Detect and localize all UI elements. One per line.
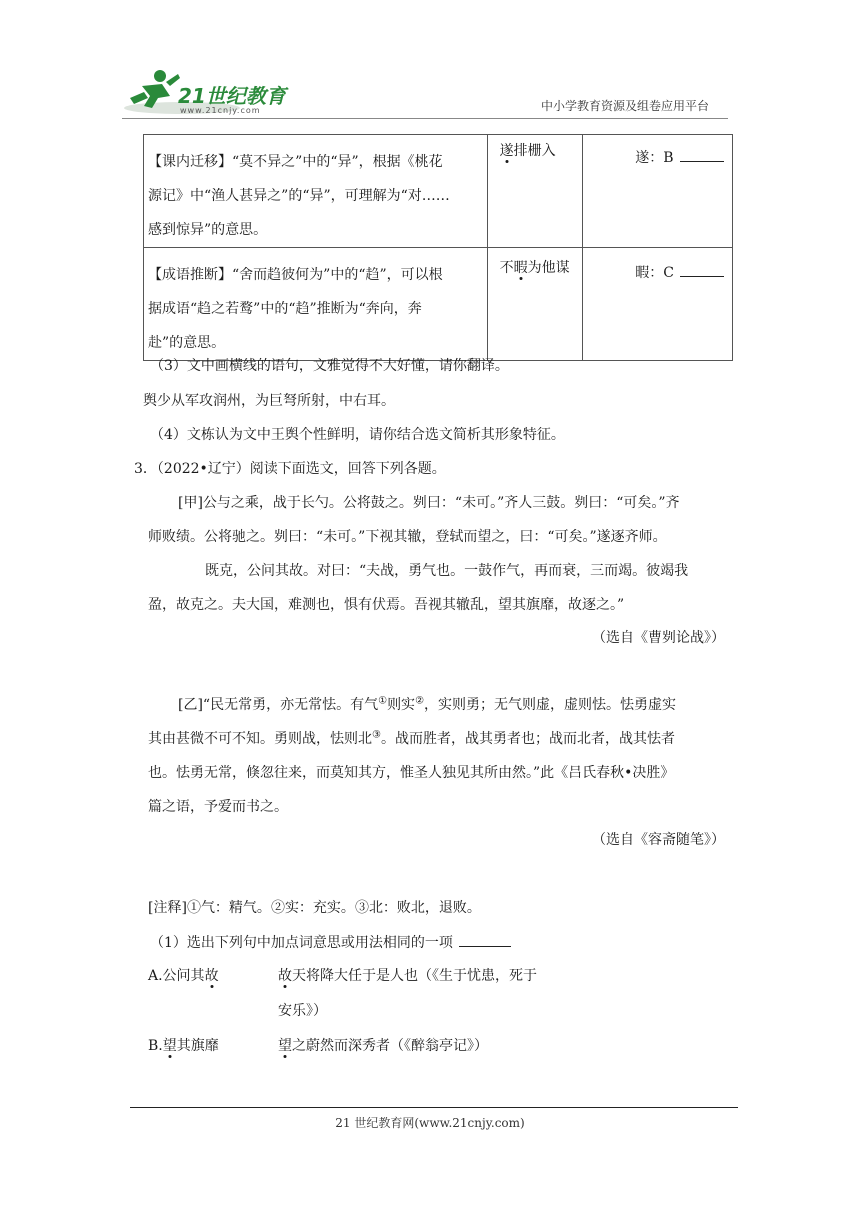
- footer-text[interactable]: 21 世纪教育网(www.21cnjy.com): [335, 1116, 525, 1130]
- option-text: A.公问其: [148, 968, 205, 984]
- option-a-text: [278, 965, 537, 985]
- table-row: [144, 135, 733, 248]
- table-row: [144, 248, 733, 361]
- answer-cell: [583, 248, 733, 361]
- answer-blank[interactable]: [680, 149, 724, 162]
- passage-yi-source: （选自《容斋随笔》）: [592, 832, 725, 848]
- passage-jia-source: （选自《曹刿论战》）: [592, 630, 725, 646]
- option-text: 之蔚然而深秀者（《醉翁亭记》）: [292, 1038, 488, 1054]
- note-number: ①: [186, 900, 201, 916]
- passage-text: 。战而胜者，战其勇者也；战而北者，战其怯者: [380, 731, 675, 747]
- option-a-label: [148, 965, 219, 985]
- option-b-text: [278, 1035, 488, 1055]
- footer-divider: [130, 1107, 738, 1108]
- phrase-cell: [487, 248, 583, 361]
- dotted-char: 故: [204, 968, 219, 984]
- passage-text: [乙]“民无常勇，亦无常怯。有气: [178, 697, 379, 713]
- method-text: 赴”的意思。: [148, 335, 226, 351]
- method-text: 感到惊异”的意思。: [148, 222, 268, 238]
- note-text: 气：精气。: [200, 900, 271, 916]
- question-4-prompt: （4）文栋认为文中王舆个性鲜明，请你结合选文简析其形象特征。: [150, 427, 565, 443]
- note-text: 实：充实。: [284, 900, 355, 916]
- option-text: 天将降大任于是人也（《生于忧患，死于: [292, 968, 537, 984]
- note-number: ②: [270, 900, 285, 916]
- passage-yi-line: [148, 728, 675, 748]
- phrase-text: 不: [499, 260, 514, 276]
- header-platform-name: 中小学教育资源及组卷应用平台: [541, 99, 710, 113]
- method-text: 【课内迁移】“莫不异之”中的“异”，根据《桃花: [148, 154, 443, 170]
- dotted-char: 故: [278, 968, 292, 984]
- passage-jia-line: 盈，故克之。夫大国，难测也，惧有伏焉。吾视其辙乱，望其旗靡，故逐之。”: [148, 597, 625, 613]
- passage-yi-line: 篇之语，予爱而书之。: [148, 799, 288, 815]
- method-text: 源记》中“渔人甚异之”的“异”，可理解为“对……: [148, 188, 450, 204]
- option-b-label: [148, 1035, 219, 1055]
- dotted-char: 望: [162, 1038, 177, 1054]
- answer-text: 遂：B: [635, 150, 674, 166]
- dotted-char: 暇: [513, 260, 528, 276]
- passage-jia-line: 师败绩。公将驰之。刿曰：“未可。”下视其辙，登轼而望之，曰：“可矣。”遂逐齐师。: [148, 529, 667, 545]
- passage-jia-line: 既克，公问其故。对曰：“夫战，勇气也。一鼓作气，再而衰，三而竭。彼竭我: [205, 563, 689, 579]
- note-marker: ③: [372, 729, 381, 741]
- method-cell: [144, 248, 488, 361]
- note-marker: ①: [378, 695, 388, 707]
- answer-text: 暇：C: [635, 265, 674, 281]
- passage-yi-line: [178, 694, 676, 714]
- notes-prefix: [注释]: [148, 900, 187, 916]
- note-number: ③: [354, 900, 369, 916]
- question-3-prompt: （3）文中画横线的语句，文雅觉得不大好懂，请你翻译。: [150, 358, 509, 374]
- answer-blank[interactable]: [680, 264, 724, 277]
- dotted-char: 遂: [499, 143, 514, 159]
- answer-cell: [583, 135, 733, 248]
- note-marker: ②: [415, 695, 425, 707]
- phrase-cell: [487, 135, 583, 248]
- logo-url: www.21cnjy.com: [180, 106, 261, 115]
- option-text: 其旗靡: [176, 1038, 219, 1054]
- phrase-text: 排栅入: [513, 143, 556, 159]
- question-3-sentence: 舆少从军攻润州，为巨弩所射，中右耳。: [143, 393, 395, 409]
- method-text: 据成语“趋之若鹜”中的“趋”推断为“奔向，奔: [148, 301, 422, 317]
- passage-text: ，实则勇；无气则虚，虚则怯。怯勇虚实: [424, 697, 677, 713]
- annotations: [148, 897, 481, 917]
- logo-text: 21世纪教育: [178, 84, 286, 108]
- passage-text: 其由甚微不可不知。勇则战，怯则北: [148, 731, 372, 747]
- dotted-char: 望: [278, 1038, 292, 1054]
- phrase-text: 为他谋: [527, 260, 570, 276]
- option-a-text-cont: 安乐》）: [278, 1003, 327, 1019]
- passage-text: 则实: [387, 697, 416, 713]
- word-meaning-table: [143, 134, 733, 361]
- method-cell: [144, 135, 488, 248]
- question-1-prompt: [150, 932, 511, 952]
- header-divider: [122, 118, 728, 119]
- passage-yi-line: 也。怯勇无常，倏忽往来，而莫知其方，惟圣人独见其所由然。”此《吕氏春秋•决胜》: [148, 765, 675, 781]
- question-3-main: 3．（2022•辽宁）阅读下面选文，回答下列各题。: [134, 461, 446, 477]
- passage-jia-line: [甲]公与之乘，战于长勺。公将鼓之。刿曰：“未可。”齐人三鼓。刿曰：“可矣。”齐: [178, 495, 680, 511]
- question-text: （1）选出下列句中加点词意思或用法相同的一项: [150, 935, 453, 951]
- note-text: 北：败北，退败。: [368, 900, 481, 916]
- option-text: B.: [148, 1038, 163, 1054]
- answer-blank[interactable]: [459, 934, 511, 947]
- method-text: 【成语推断】“舍而趋彼何为”中的“趋”，可以根: [148, 267, 443, 283]
